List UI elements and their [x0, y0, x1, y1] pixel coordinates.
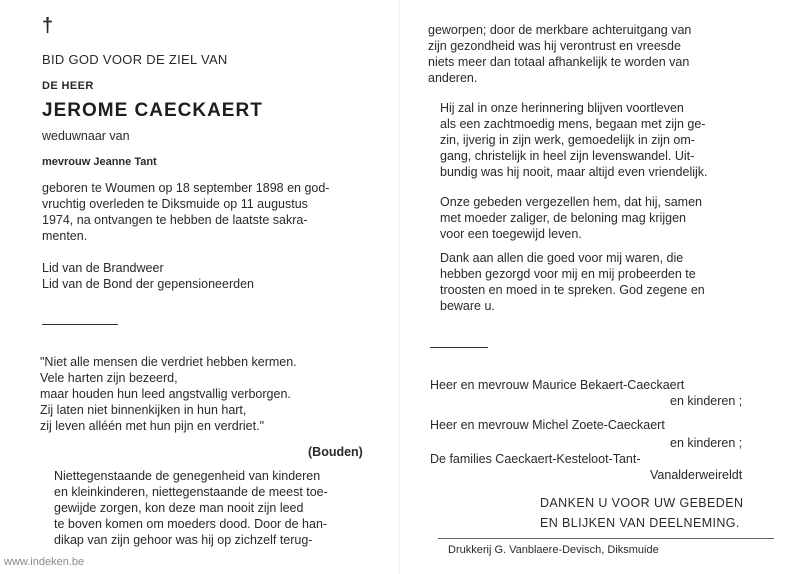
text-line: Dank aan allen die goed voor mij waren, die: [440, 251, 684, 265]
divider-rule: [42, 324, 118, 325]
poem: [40, 354, 375, 434]
text-line: dikap van zijn gehoor was hij op zichzelf terug-: [54, 533, 313, 547]
text-line: Onze gebeden vergezellen hem, dat hij, samen: [440, 195, 702, 209]
gratitude-paragraph: [440, 250, 765, 314]
family-line-2: Heer en mevrouw Michel Zoete-Caeckaert: [430, 418, 665, 432]
poem-line: maar houden hun leed angstvallig verborgen.: [40, 387, 291, 401]
family-line-3-tail: Vanalderweireldt: [650, 468, 743, 482]
thanks-line-2: EN BLIJKEN VAN DEELNEMING.: [540, 516, 740, 530]
poem-line: Zij laten niet binnenkijken in hun hart,: [40, 403, 247, 417]
text-line: geboren te Woumen op 18 september 1898 en god-: [42, 181, 330, 195]
text-line: vruchtig overleden te Diksmuide op 11 augustus: [42, 197, 308, 211]
text-line: met moeder zaliger, de beloning mag krijgen: [440, 211, 686, 225]
family-line-1-tail: en kinderen ;: [670, 394, 743, 408]
text-line: gewijde zorgen, kon deze man nooit zijn leed: [54, 501, 304, 515]
printer-credit: Drukkerij G. Vanblaere-Devisch, Diksmuide: [448, 544, 659, 556]
memberships: [42, 260, 372, 292]
membership-item: Lid van de Bond der gepensioneerden: [42, 277, 254, 291]
text-line: en kleinkinderen, niettegenstaande de meest toe-: [54, 485, 328, 499]
deceased-name: JEROME CAECKAERT: [42, 100, 263, 121]
text-line: 1974, na ontvangen te hebben de laatste sakra-: [42, 213, 308, 227]
text-line: niets meer dan totaal afhankelijk te worden van: [428, 55, 690, 69]
text-line: voor een toegewijd leven.: [440, 227, 582, 241]
text-line: te boven komen om moeders dood. Door de han-: [54, 517, 328, 531]
widower-label: weduwnaar van: [42, 129, 130, 143]
text-line: troosten en moed in te spreken. God zegene en: [440, 283, 705, 297]
family-line-2-tail: en kinderen ;: [670, 436, 743, 450]
text-line: zin, ijverig in zijn werk, gemoedelijk in zijn om-: [440, 133, 695, 147]
birth-death-paragraph: [42, 180, 372, 244]
prayer-paragraph: [440, 194, 765, 242]
poem-line: Vele harten zijn bezeerd,: [40, 371, 178, 385]
spouse-name: mevrouw Jeanne Tant: [42, 156, 157, 168]
continuation-paragraph: [428, 22, 763, 86]
cross-symbol: †: [42, 15, 54, 37]
watermark: www.indeken.be: [4, 556, 85, 568]
text-line: hebben gezorgd voor mij en mij probeerden te: [440, 267, 696, 281]
text-line: Hij zal in onze herinnering blijven voortleven: [440, 101, 684, 115]
text-line: menten.: [42, 229, 88, 243]
title-prefix: DE HEER: [42, 80, 94, 92]
remembrance-paragraph: [440, 100, 765, 180]
text-line: beware u.: [440, 299, 495, 313]
text-line: gang, christelijk in heel zijn levenswandel. Uit-: [440, 149, 695, 163]
text-line: als een zachtmoedig mens, begaan met zijn ge-: [440, 117, 706, 131]
text-line: geworpen; door de merkbare achteruitgang van: [428, 23, 692, 37]
text-line: anderen.: [428, 71, 478, 85]
membership-item: Lid van de Brandweer: [42, 261, 164, 275]
divider-rule: [430, 347, 488, 348]
poem-author: (Bouden): [308, 445, 363, 459]
family-line-3: De families Caeckaert-Kesteloot-Tant-: [430, 452, 641, 466]
text-line: Niettegenstaande de genegenheid van kinderen: [54, 469, 321, 483]
right-page: [400, 0, 800, 574]
text-line: zijn gezondheid was hij verontrust en vreesde: [428, 39, 681, 53]
thanks-line-1: DANKEN U VOOR UW GEBEDEN: [540, 496, 744, 510]
poem-line: "Niet alle mensen die verdriet hebben kermen.: [40, 355, 297, 369]
text-line: bundig was hij nooit, maar altijd even vriendelijk.: [440, 165, 708, 179]
family-line-1: Heer en mevrouw Maurice Bekaert-Caeckaert: [430, 378, 685, 392]
prayer-heading: BID GOD VOOR DE ZIEL VAN: [42, 52, 228, 67]
printer-rule: [438, 538, 774, 539]
poem-line: zij leven alléén met hun pijn en verdriet.": [40, 419, 265, 433]
main-text-paragraph: [54, 468, 372, 548]
